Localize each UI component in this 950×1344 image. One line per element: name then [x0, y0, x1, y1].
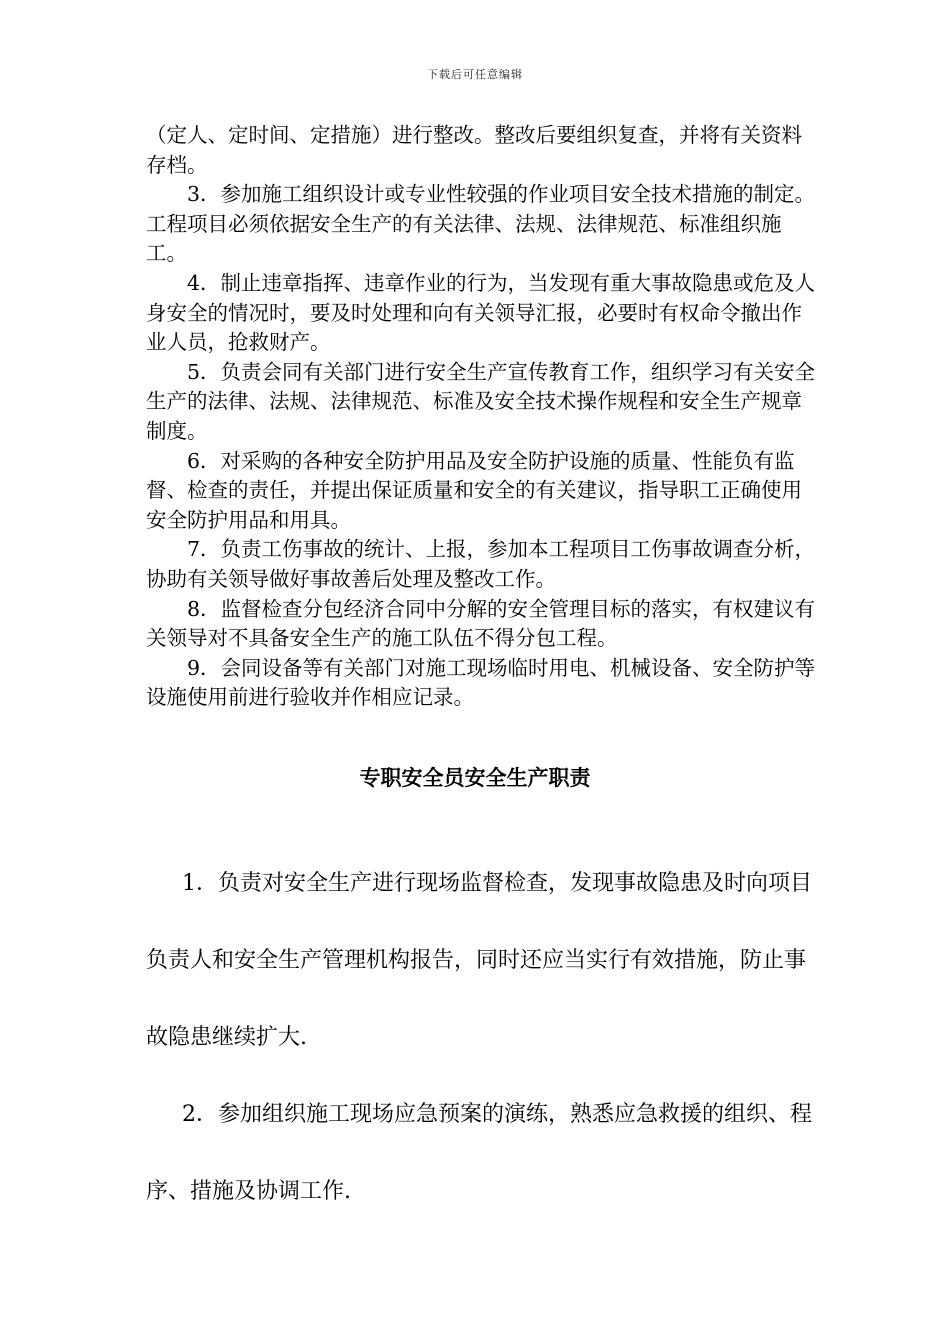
paragraph-item-5: 5．负责会同有关部门进行安全生产宣传教育工作，组织学习有关安全生产的法律、法规、法律规范、标准及安全技术操作规程和安全生产规章制度。: [146, 359, 816, 443]
duty-item-1: 1．负责对安全生产进行现场监督检查，发现事故隐患及时向项目负责人和安全生产管理机构报告，同时还应当实行有效措施，防止事故隐患继续扩大.: [146, 871, 812, 1050]
duties-continued-section: [146, 121, 816, 713]
paragraph-item-4: 4．制止违章指挥、违章作业的行为，当发现有重大事故隐患或危及人身安全的情况时，要及时处理和向有关领导汇报，必要时有权命令撤出作业人员，抢救财产。: [146, 270, 816, 355]
paragraph-item-8: 8．监督检查分包经济合同中分解的安全管理目标的落实，有权建议有关领导对不具备安全生产的施工队伍不得分包工程。: [146, 596, 816, 651]
paragraph-continuation: （定人、定时间、定措施）进行整改。整改后要组织复查，并将有关资料存档。: [146, 123, 802, 177]
paragraph-item-9: 9．会同设备等有关部门对施工现场临时用电、机械设备、安全防护等设施使用前进行验收并作相应记录。: [146, 655, 816, 710]
page-header-note: 下载后可任意编辑: [427, 68, 523, 81]
paragraph-item-7: 7．负责工伤事故的统计、上报，参加本工程项目工伤事故调查分析，协助有关领导做好事故善后处理及整改工作。: [146, 537, 816, 591]
paragraph-item-3: 3．参加施工组织设计或专业性较强的作业项目安全技术措施的制定。工程项目必须依据安全生产的有关法律、法规、法律规范、标准组织施工。: [146, 182, 816, 266]
paragraph-item-6: 6．对采购的各种安全防护用品及安全防护设施的质量、性能负有监督、检查的责任，并提出保证质量和安全的有关建议，指导职工正确使用安全防护用品和用具。: [146, 448, 802, 532]
safety-officer-duties-section: [146, 845, 816, 1230]
section-heading: 专职安全员安全生产职责: [359, 766, 591, 790]
duty-item-2: 2．参加组织施工现场应急预案的演练，熟悉应急救援的组织、程序、措施及协调工作.: [146, 1102, 812, 1204]
